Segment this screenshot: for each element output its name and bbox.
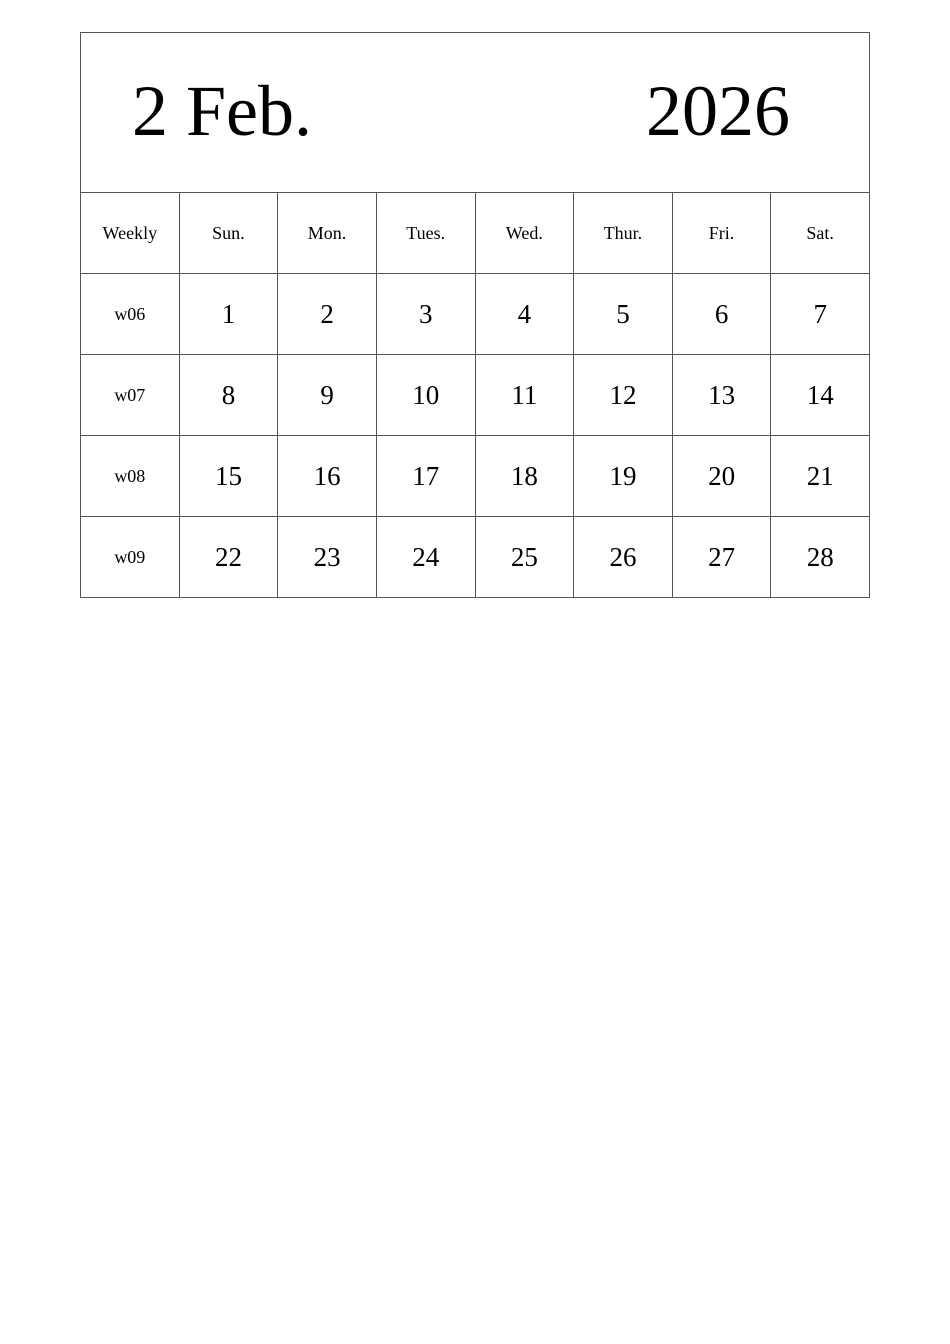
calendar-table bbox=[80, 32, 870, 598]
day-cell: 17 bbox=[376, 436, 475, 517]
day-cell: 9 bbox=[278, 355, 377, 436]
week-row bbox=[81, 436, 870, 517]
week-number: w07 bbox=[81, 355, 180, 436]
day-cell: 12 bbox=[574, 355, 673, 436]
week-number: w06 bbox=[81, 274, 180, 355]
calendar-title bbox=[81, 33, 870, 193]
day-cell: 18 bbox=[475, 436, 574, 517]
day-cell: 25 bbox=[475, 517, 574, 598]
header-thu: Thur. bbox=[574, 193, 673, 274]
day-cell: 16 bbox=[278, 436, 377, 517]
day-cell: 28 bbox=[771, 517, 870, 598]
day-cell: 21 bbox=[771, 436, 870, 517]
day-cell: 6 bbox=[672, 274, 771, 355]
calendar-title-row bbox=[81, 33, 870, 193]
day-cell: 4 bbox=[475, 274, 574, 355]
day-cell: 23 bbox=[278, 517, 377, 598]
header-wed: Wed. bbox=[475, 193, 574, 274]
day-cell: 1 bbox=[179, 274, 278, 355]
header-sat: Sat. bbox=[771, 193, 870, 274]
day-cell: 5 bbox=[574, 274, 673, 355]
day-cell: 15 bbox=[179, 436, 278, 517]
header-tue: Tues. bbox=[376, 193, 475, 274]
day-cell: 27 bbox=[672, 517, 771, 598]
day-cell: 3 bbox=[376, 274, 475, 355]
day-cell: 10 bbox=[376, 355, 475, 436]
day-cell: 22 bbox=[179, 517, 278, 598]
header-sun: Sun. bbox=[179, 193, 278, 274]
header-weekly: Weekly bbox=[81, 193, 180, 274]
day-cell: 13 bbox=[672, 355, 771, 436]
month-title: 2 Feb. bbox=[132, 71, 312, 151]
day-cell: 19 bbox=[574, 436, 673, 517]
week-number: w08 bbox=[81, 436, 180, 517]
year-title: 2026 bbox=[646, 71, 790, 151]
day-cell: 24 bbox=[376, 517, 475, 598]
week-row bbox=[81, 355, 870, 436]
day-cell: 8 bbox=[179, 355, 278, 436]
day-cell: 7 bbox=[771, 274, 870, 355]
week-row bbox=[81, 517, 870, 598]
week-row bbox=[81, 274, 870, 355]
day-cell: 26 bbox=[574, 517, 673, 598]
day-cell: 20 bbox=[672, 436, 771, 517]
header-mon: Mon. bbox=[278, 193, 377, 274]
day-cell: 2 bbox=[278, 274, 377, 355]
header-fri: Fri. bbox=[672, 193, 771, 274]
week-number: w09 bbox=[81, 517, 180, 598]
weekday-header-row bbox=[81, 193, 870, 274]
day-cell: 14 bbox=[771, 355, 870, 436]
day-cell: 11 bbox=[475, 355, 574, 436]
